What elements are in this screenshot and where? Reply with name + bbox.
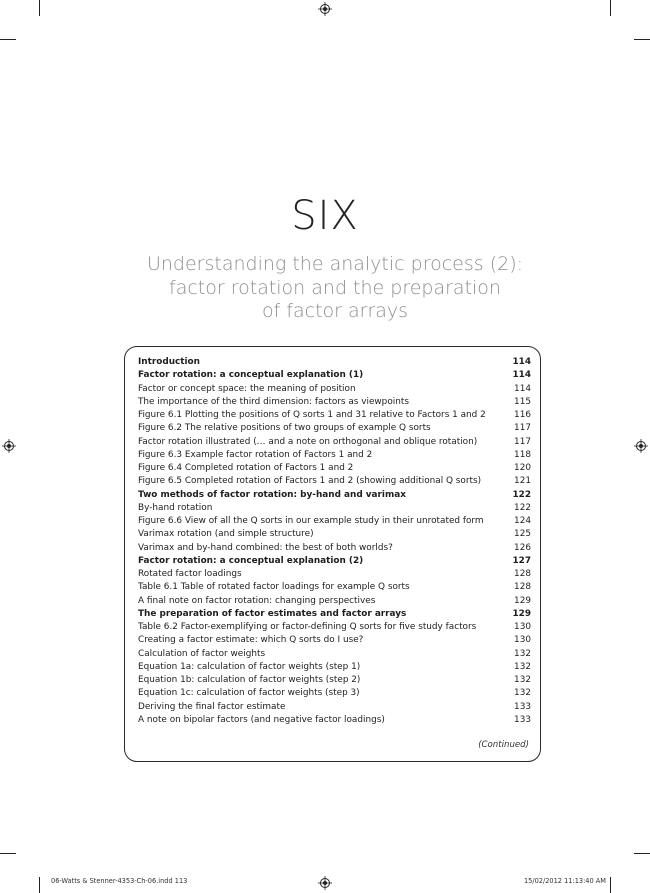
chapter-number: SIX <box>291 193 359 239</box>
contents-entry-title: Figure 6.6 View of all the Q sorts in our example study in their unrotated form <box>138 516 484 526</box>
contents-entry <box>138 542 531 555</box>
registration-mark-icon <box>318 2 332 16</box>
crop-mark <box>39 0 40 16</box>
crop-mark <box>610 0 611 16</box>
chapter-title <box>100 253 570 324</box>
contents-entry <box>138 648 531 661</box>
crop-mark <box>610 877 611 893</box>
registration-mark-icon <box>318 876 332 890</box>
contents-entry-page: 124 <box>514 516 531 526</box>
contents-entry-page: 126 <box>514 542 531 553</box>
contents-entry-page: 133 <box>514 701 531 712</box>
contents-entry <box>138 674 531 687</box>
contents-entry <box>138 608 531 621</box>
contents-entry-page: 118 <box>514 449 531 460</box>
contents-entry-page: 132 <box>514 648 531 659</box>
contents-entry-page: 114 <box>512 370 531 381</box>
contents-entry <box>138 581 531 594</box>
contents-entry-page: 122 <box>512 489 531 500</box>
contents-entry-title: Factor rotation illustrated (… and a note on orthogonal and oblique rotation) <box>138 436 478 447</box>
contents-entry-title: Table 6.2 Factor-exemplifying or factor-defining Q sorts for five study factors <box>138 622 477 632</box>
contents-entry <box>138 489 531 502</box>
contents-entry-title: By-hand rotation <box>138 502 213 513</box>
contents-entry-page: 115 <box>514 396 531 407</box>
registration-mark-icon <box>2 439 16 453</box>
contents-entry <box>138 661 531 674</box>
contents-entry-page: 121 <box>514 476 531 487</box>
contents-entry <box>138 369 531 382</box>
contents-list <box>138 356 531 727</box>
chapter-title-line: Understanding the analytic process (2): <box>146 253 524 275</box>
contents-entry-page: 129 <box>514 595 531 606</box>
contents-entry <box>138 502 531 515</box>
chapter-contents-box <box>124 346 541 762</box>
crop-mark <box>0 853 16 854</box>
contents-entry-page: 114 <box>512 357 531 367</box>
contents-entry-page: 120 <box>514 463 531 473</box>
contents-entry <box>138 568 531 581</box>
contents-entry-title: Deriving the final factor estimate <box>138 701 286 712</box>
contents-entry-page: 132 <box>514 688 531 699</box>
contents-entry <box>138 528 531 541</box>
contents-entry-title: Figure 6.5 Completed rotation of Factors 1 and 2 (showing additional Q sorts) <box>138 476 482 487</box>
contents-entry-page: 130 <box>514 635 531 646</box>
contents-entry-page: 129 <box>512 608 531 619</box>
contents-entry-title: A final note on factor rotation: changing perspectives <box>138 595 376 606</box>
contents-entry-title: Figure 6.3 Example factor rotation of Factors 1 and 2 <box>138 449 373 460</box>
contents-entry-title: Two methods of factor rotation: by-hand and varimax <box>138 489 406 500</box>
contents-entry-title: Varimax and by-hand combined: the best of both worlds? <box>138 542 393 553</box>
crop-mark <box>634 39 650 40</box>
footer-file-slug: 06-Watts & Stenner-4353-Ch-06.indd 113 <box>51 877 188 885</box>
contents-entry-page: 132 <box>514 675 531 685</box>
contents-entry-page: 133 <box>514 714 531 725</box>
contents-entry-page: 130 <box>514 622 531 632</box>
contents-entry <box>138 555 531 568</box>
contents-entry-page: 116 <box>514 410 531 420</box>
contents-entry-title: Introduction <box>138 357 200 367</box>
contents-entry-title: Figure 6.2 The relative positions of two groups of example Q sorts <box>138 423 431 434</box>
contents-entry <box>138 422 531 435</box>
contents-entry <box>138 356 531 369</box>
contents-entry-page: 128 <box>514 582 531 593</box>
contents-entry <box>138 515 531 528</box>
contents-entry-title: Factor rotation: a conceptual explanation (1) <box>138 370 364 381</box>
contents-entry-title: A note on bipolar factors (and negative factor loadings) <box>138 714 385 725</box>
contents-entry-title: Creating a factor estimate: which Q sorts do I use? <box>138 635 364 646</box>
contents-entry-title: Figure 6.4 Completed rotation of Factors 1 and 2 <box>138 463 354 473</box>
contents-entry <box>138 714 531 727</box>
contents-entry-title: Figure 6.1 Plotting the positions of Q sorts 1 and 31 relative to Factors 1 and 2 <box>138 410 486 420</box>
contents-entry-page: 117 <box>514 423 531 434</box>
contents-entry <box>138 595 531 608</box>
contents-entry-title: Equation 1c: calculation of factor weights (step 3) <box>138 688 360 699</box>
contents-entry <box>138 621 531 634</box>
contents-entry-title: The importance of the third dimension: factors as viewpoints <box>138 396 409 407</box>
contents-entry-title: Calculation of factor weights <box>138 648 266 659</box>
registration-mark-icon <box>634 439 648 453</box>
contents-entry <box>138 383 531 396</box>
contents-entry <box>138 462 531 475</box>
contents-entry-page: 125 <box>514 529 531 540</box>
contents-entry-page: 117 <box>514 436 531 447</box>
crop-mark <box>0 39 16 40</box>
chapter-title-line: of factor arrays <box>261 300 409 322</box>
crop-mark <box>634 853 650 854</box>
contents-entry-title: Equation 1a: calculation of factor weights (step 1) <box>138 661 361 672</box>
continued-label: (Continued) <box>478 740 529 750</box>
contents-entry-page: 114 <box>514 383 531 394</box>
contents-entry <box>138 396 531 409</box>
contents-entry-title: The preparation of factor estimates and factor arrays <box>138 608 407 619</box>
footer-timestamp: 15/02/2012 11:13:40 AM <box>523 877 606 885</box>
contents-entry <box>138 701 531 714</box>
contents-entry-title: Table 6.1 Table of rotated factor loadings for example Q sorts <box>138 582 410 593</box>
contents-entry <box>138 475 531 488</box>
contents-entry-page: 122 <box>514 502 531 513</box>
contents-entry <box>138 436 531 449</box>
contents-entry-title: Varimax rotation (and simple structure) <box>138 529 314 540</box>
chapter-title-line: factor rotation and the preparation <box>169 276 501 299</box>
contents-entry-page: 132 <box>514 661 531 672</box>
contents-entry <box>138 449 531 462</box>
contents-entry <box>138 409 531 422</box>
contents-entry-title: Equation 1b: calculation of factor weights (step 2) <box>138 675 361 685</box>
crop-mark <box>39 877 40 893</box>
contents-entry-title: Rotated factor loadings <box>138 569 242 579</box>
contents-entry-title: Factor or concept space: the meaning of position <box>138 383 356 394</box>
contents-entry <box>138 634 531 647</box>
contents-entry-page: 128 <box>514 569 531 579</box>
contents-entry-title: Factor rotation: a conceptual explanation (2) <box>138 555 364 566</box>
contents-entry-page: 127 <box>512 555 531 566</box>
contents-entry <box>138 687 531 700</box>
